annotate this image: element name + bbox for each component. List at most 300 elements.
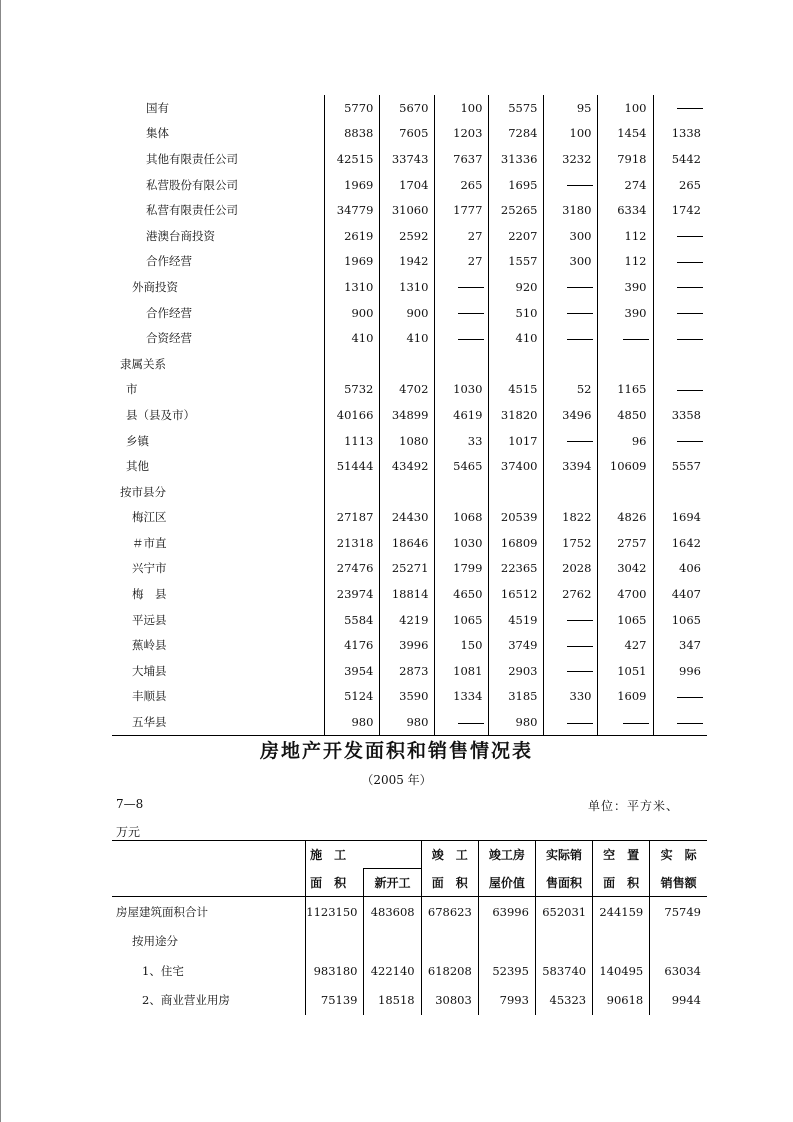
row-label: 其他有限责任公司 (146, 151, 238, 166)
table-row (112, 377, 707, 403)
value-cell (598, 479, 653, 505)
table-year: （2005 年） (361, 773, 432, 787)
value-cell: 18518 (364, 986, 421, 1016)
value-cell: 5557 (653, 453, 707, 479)
header-completed-area-2: 面 积 (421, 869, 478, 897)
table-row (112, 658, 707, 684)
value-cell (435, 709, 489, 735)
value-cell: 1068 (435, 505, 489, 531)
header-completed-area: 竣 工 (421, 841, 478, 869)
value-cell: 1969 (325, 249, 380, 275)
value-cell (653, 325, 707, 351)
table-row (112, 986, 707, 1016)
row-label: 平远县 (132, 612, 167, 627)
value-cell (364, 927, 421, 957)
value-cell: 347 (653, 632, 707, 658)
row-label: 外商投资 (132, 279, 178, 294)
value-cell: 2592 (380, 223, 435, 249)
value-cell: 23974 (325, 581, 380, 607)
row-label: 2、商业营业用房 (142, 993, 230, 1008)
value-cell (653, 684, 707, 710)
value-cell: 4519 (489, 607, 544, 633)
header-vacant-area-2: 面 积 (593, 869, 650, 897)
value-cell: 25271 (380, 556, 435, 582)
value-cell: 483608 (364, 897, 421, 927)
dash-mark (677, 236, 703, 237)
value-cell (544, 632, 598, 658)
value-cell: 274 (598, 172, 653, 198)
real-estate-development-table (112, 840, 707, 1015)
value-cell: 1609 (598, 684, 653, 710)
value-cell: 4176 (325, 632, 380, 658)
value-cell: 1065 (435, 607, 489, 633)
dash-mark (677, 339, 703, 340)
table-row (112, 197, 707, 223)
row-label: 其他 (126, 459, 149, 474)
value-cell: 18814 (380, 581, 435, 607)
table-row (112, 927, 707, 957)
value-cell: 33 (435, 428, 489, 454)
value-cell (593, 927, 650, 957)
value-cell (544, 607, 598, 633)
value-cell: 1113 (325, 428, 380, 454)
value-cell: 2762 (544, 581, 598, 607)
value-cell: 63034 (650, 956, 707, 986)
value-cell (380, 351, 435, 377)
top-table-body (112, 95, 707, 735)
table-row (112, 956, 707, 986)
value-cell: 1030 (435, 377, 489, 403)
row-label: 按用途分 (132, 934, 178, 949)
row-label: 国有 (146, 100, 169, 115)
value-cell: 100 (544, 121, 598, 147)
value-cell (544, 351, 598, 377)
value-cell: 43492 (380, 453, 435, 479)
row-label: 私营股份有限公司 (146, 177, 238, 192)
dash-mark (567, 620, 593, 621)
value-cell: 4826 (598, 505, 653, 531)
dash-mark (677, 313, 703, 314)
value-cell: 5442 (653, 146, 707, 172)
header-row-1 (112, 841, 707, 869)
value-cell: 265 (653, 172, 707, 198)
value-cell: 1334 (435, 684, 489, 710)
value-cell: 30803 (421, 986, 478, 1016)
value-cell (544, 709, 598, 735)
value-cell: 422140 (364, 956, 421, 986)
value-cell: 90618 (593, 986, 650, 1016)
value-cell: 1051 (598, 658, 653, 684)
value-cell: 22365 (489, 556, 544, 582)
table-row (112, 632, 707, 658)
value-cell: 1454 (598, 121, 653, 147)
value-cell: 1203 (435, 121, 489, 147)
value-cell (650, 927, 707, 957)
value-cell (544, 325, 598, 351)
value-cell: 9944 (650, 986, 707, 1016)
value-cell: 18646 (380, 530, 435, 556)
value-cell: 980 (325, 709, 380, 735)
dash-mark (677, 262, 703, 263)
row-label: 1、住宅 (142, 963, 184, 978)
value-cell (435, 274, 489, 300)
table-row (112, 709, 707, 735)
value-cell (653, 351, 707, 377)
row-label: 合作经营 (146, 254, 192, 269)
row-label: 乡镇 (126, 433, 149, 448)
value-cell (306, 927, 364, 957)
value-cell: 51444 (325, 453, 380, 479)
value-cell (325, 479, 380, 505)
dash-mark (458, 339, 484, 340)
table-title: 房地产开发面积和销售情况表 (259, 740, 533, 762)
dash-mark (567, 313, 593, 314)
value-cell: 75749 (650, 897, 707, 927)
top-statistics-table (112, 95, 707, 736)
value-cell: 330 (544, 684, 598, 710)
value-cell: 16809 (489, 530, 544, 556)
value-cell: 25265 (489, 197, 544, 223)
value-cell (653, 479, 707, 505)
value-cell: 34779 (325, 197, 380, 223)
value-cell: 7993 (478, 986, 535, 1016)
table-row (112, 351, 707, 377)
dash-mark (567, 441, 593, 442)
value-cell (544, 300, 598, 326)
value-cell: 3232 (544, 146, 598, 172)
value-cell: 2207 (489, 223, 544, 249)
value-cell: 4850 (598, 402, 653, 428)
value-cell: 983180 (306, 956, 364, 986)
value-cell: 31336 (489, 146, 544, 172)
dash-mark (567, 646, 593, 647)
value-cell: 510 (489, 300, 544, 326)
value-cell: 1822 (544, 505, 598, 531)
table-row (112, 479, 707, 505)
value-cell (653, 709, 707, 735)
value-cell (380, 479, 435, 505)
value-cell: 244159 (593, 897, 650, 927)
value-cell: 410 (380, 325, 435, 351)
row-label: 集体 (146, 126, 169, 141)
table-row (112, 453, 707, 479)
value-cell: 900 (380, 300, 435, 326)
value-cell: 406 (653, 556, 707, 582)
value-cell (653, 300, 707, 326)
header-blank-2 (112, 869, 306, 897)
value-cell: 900 (325, 300, 380, 326)
table-row (112, 897, 707, 927)
dash-mark (677, 108, 703, 109)
value-cell: 27187 (325, 505, 380, 531)
value-cell: 1123150 (306, 897, 364, 927)
value-cell: 1742 (653, 197, 707, 223)
value-cell (544, 428, 598, 454)
value-cell: 45323 (535, 986, 592, 1016)
value-cell: 1030 (435, 530, 489, 556)
value-cell: 95 (544, 95, 598, 121)
bottom-table-body (112, 841, 707, 1016)
dash-mark (623, 723, 649, 724)
header-actual-sold-area: 实际销 (535, 841, 592, 869)
value-cell (544, 479, 598, 505)
header-actual-sales-2: 销售额 (650, 869, 707, 897)
value-cell (489, 351, 544, 377)
value-cell: 1942 (380, 249, 435, 275)
row-label: 私营有限责任公司 (146, 203, 238, 218)
value-cell: 300 (544, 223, 598, 249)
value-cell: 678623 (421, 897, 478, 927)
value-cell: 5465 (435, 453, 489, 479)
value-cell (598, 351, 653, 377)
value-cell: 1777 (435, 197, 489, 223)
row-label: 梅 县 (132, 587, 167, 602)
row-label: 合作经营 (146, 305, 192, 320)
header-new-construction: 新开工 (364, 869, 421, 897)
value-cell (653, 223, 707, 249)
header-construction-area-2: 面 积 (306, 869, 364, 897)
row-label: 市 (126, 382, 138, 397)
dash-mark (458, 723, 484, 724)
value-cell: 4650 (435, 581, 489, 607)
value-cell: 2873 (380, 658, 435, 684)
value-cell: 100 (435, 95, 489, 121)
table-row (112, 607, 707, 633)
header-completed-value: 竣工房 (478, 841, 535, 869)
value-cell: 3749 (489, 632, 544, 658)
header-actual-sales: 实 际 (650, 841, 707, 869)
value-cell (435, 300, 489, 326)
value-cell (544, 274, 598, 300)
table-row (112, 325, 707, 351)
row-label: 房屋建筑面积合计 (116, 904, 208, 919)
value-cell (489, 479, 544, 505)
value-cell: 4702 (380, 377, 435, 403)
value-cell: 5124 (325, 684, 380, 710)
value-cell: 1310 (380, 274, 435, 300)
value-cell: 1081 (435, 658, 489, 684)
value-cell: 427 (598, 632, 653, 658)
value-cell: 390 (598, 300, 653, 326)
value-cell: 31060 (380, 197, 435, 223)
value-cell: 75139 (306, 986, 364, 1016)
table-row (112, 121, 707, 147)
dash-mark (567, 185, 593, 186)
dash-mark (677, 723, 703, 724)
dash-mark (458, 287, 484, 288)
value-cell: 112 (598, 223, 653, 249)
value-cell: 63996 (478, 897, 535, 927)
table-row (112, 402, 707, 428)
value-cell: 1642 (653, 530, 707, 556)
value-cell: 920 (489, 274, 544, 300)
value-cell (544, 172, 598, 198)
page-left-border (0, 0, 1, 1122)
value-cell: 33743 (380, 146, 435, 172)
value-cell (435, 325, 489, 351)
value-cell: 7918 (598, 146, 653, 172)
value-cell: 1017 (489, 428, 544, 454)
value-cell (421, 927, 478, 957)
value-cell: 112 (598, 249, 653, 275)
table-row (112, 581, 707, 607)
table-row (112, 274, 707, 300)
value-cell: 52 (544, 377, 598, 403)
header-actual-sold-area-2: 售面积 (535, 869, 592, 897)
value-cell: 980 (489, 709, 544, 735)
row-label: 县（县及市） (126, 407, 195, 422)
row-label: 蕉岭县 (132, 638, 167, 653)
value-cell: 2028 (544, 556, 598, 582)
value-cell: 3394 (544, 453, 598, 479)
value-cell: 3590 (380, 684, 435, 710)
value-cell: 5584 (325, 607, 380, 633)
value-cell: 7637 (435, 146, 489, 172)
dash-mark (677, 390, 703, 391)
row-label: 梅江区 (132, 510, 167, 525)
value-cell: 52395 (478, 956, 535, 986)
header-construction-area: 施 工 (306, 841, 422, 869)
value-cell: 1065 (598, 607, 653, 633)
value-cell: 40166 (325, 402, 380, 428)
dash-mark (567, 339, 593, 340)
dash-mark (567, 287, 593, 288)
dash-mark (567, 671, 593, 672)
value-cell (653, 377, 707, 403)
table-unit: 单位：平方米、 (588, 799, 680, 813)
value-cell (435, 351, 489, 377)
value-cell: 1704 (380, 172, 435, 198)
value-cell: 3996 (380, 632, 435, 658)
header-row-2 (112, 869, 707, 897)
value-cell: 1557 (489, 249, 544, 275)
value-cell: 27 (435, 223, 489, 249)
table-row (112, 300, 707, 326)
value-cell: 1695 (489, 172, 544, 198)
value-cell: 100 (598, 95, 653, 121)
value-cell: 20539 (489, 505, 544, 531)
value-cell: 1338 (653, 121, 707, 147)
value-cell (653, 428, 707, 454)
value-cell: 16512 (489, 581, 544, 607)
header-vacant-area: 空 置 (593, 841, 650, 869)
row-label: 按市县分 (120, 484, 166, 499)
value-cell (435, 479, 489, 505)
row-label: 丰顺县 (132, 689, 167, 704)
value-cell: 3042 (598, 556, 653, 582)
value-cell: 390 (598, 274, 653, 300)
row-label: ＃市直 (132, 535, 167, 550)
table-row (112, 249, 707, 275)
value-cell: 6334 (598, 197, 653, 223)
value-cell (544, 658, 598, 684)
value-cell (653, 274, 707, 300)
table-row (112, 146, 707, 172)
value-cell: 5770 (325, 95, 380, 121)
row-label: 隶属关系 (120, 356, 166, 371)
value-cell: 300 (544, 249, 598, 275)
value-cell: 1165 (598, 377, 653, 403)
table-code: 7—8 (116, 797, 144, 811)
value-cell: 1752 (544, 530, 598, 556)
value-cell (478, 927, 535, 957)
table-unit-continued: 万元 (116, 825, 141, 839)
table-row (112, 172, 707, 198)
table-row (112, 530, 707, 556)
value-cell: 980 (380, 709, 435, 735)
value-cell: 2757 (598, 530, 653, 556)
row-label: 兴宁市 (132, 561, 167, 576)
header-blank (112, 841, 306, 869)
value-cell: 150 (435, 632, 489, 658)
value-cell: 42515 (325, 146, 380, 172)
value-cell: 3185 (489, 684, 544, 710)
table-row (112, 684, 707, 710)
value-cell (535, 927, 592, 957)
dash-mark (677, 697, 703, 698)
value-cell (325, 351, 380, 377)
table-row (112, 223, 707, 249)
dash-mark (458, 313, 484, 314)
value-cell: 1694 (653, 505, 707, 531)
value-cell: 3954 (325, 658, 380, 684)
table-row (112, 428, 707, 454)
value-cell: 2903 (489, 658, 544, 684)
value-cell: 5670 (380, 95, 435, 121)
value-cell: 3180 (544, 197, 598, 223)
dash-mark (677, 441, 703, 442)
dash-mark (623, 339, 649, 340)
value-cell: 996 (653, 658, 707, 684)
value-cell: 4515 (489, 377, 544, 403)
value-cell: 5732 (325, 377, 380, 403)
value-cell: 7605 (380, 121, 435, 147)
value-cell (598, 325, 653, 351)
value-cell: 1065 (653, 607, 707, 633)
value-cell: 24430 (380, 505, 435, 531)
table-row (112, 556, 707, 582)
value-cell: 4407 (653, 581, 707, 607)
value-cell: 37400 (489, 453, 544, 479)
value-cell: 1310 (325, 274, 380, 300)
value-cell: 652031 (535, 897, 592, 927)
value-cell: 8838 (325, 121, 380, 147)
value-cell: 583740 (535, 956, 592, 986)
table-row (112, 95, 707, 121)
row-label: 五华县 (112, 709, 325, 735)
value-cell: 5575 (489, 95, 544, 121)
value-cell: 4219 (380, 607, 435, 633)
dash-mark (677, 287, 703, 288)
value-cell (653, 249, 707, 275)
value-cell: 10609 (598, 453, 653, 479)
value-cell: 140495 (593, 956, 650, 986)
header-completed-value-2: 屋价值 (478, 869, 535, 897)
value-cell: 3496 (544, 402, 598, 428)
row-label: 合资经营 (146, 331, 192, 346)
value-cell: 1080 (380, 428, 435, 454)
value-cell: 410 (489, 325, 544, 351)
value-cell: 21318 (325, 530, 380, 556)
value-cell: 27 (435, 249, 489, 275)
value-cell: 265 (435, 172, 489, 198)
value-cell: 7284 (489, 121, 544, 147)
value-cell: 96 (598, 428, 653, 454)
row-label: 大埔县 (132, 663, 167, 678)
value-cell: 31820 (489, 402, 544, 428)
value-cell: 3358 (653, 402, 707, 428)
value-cell: 27476 (325, 556, 380, 582)
